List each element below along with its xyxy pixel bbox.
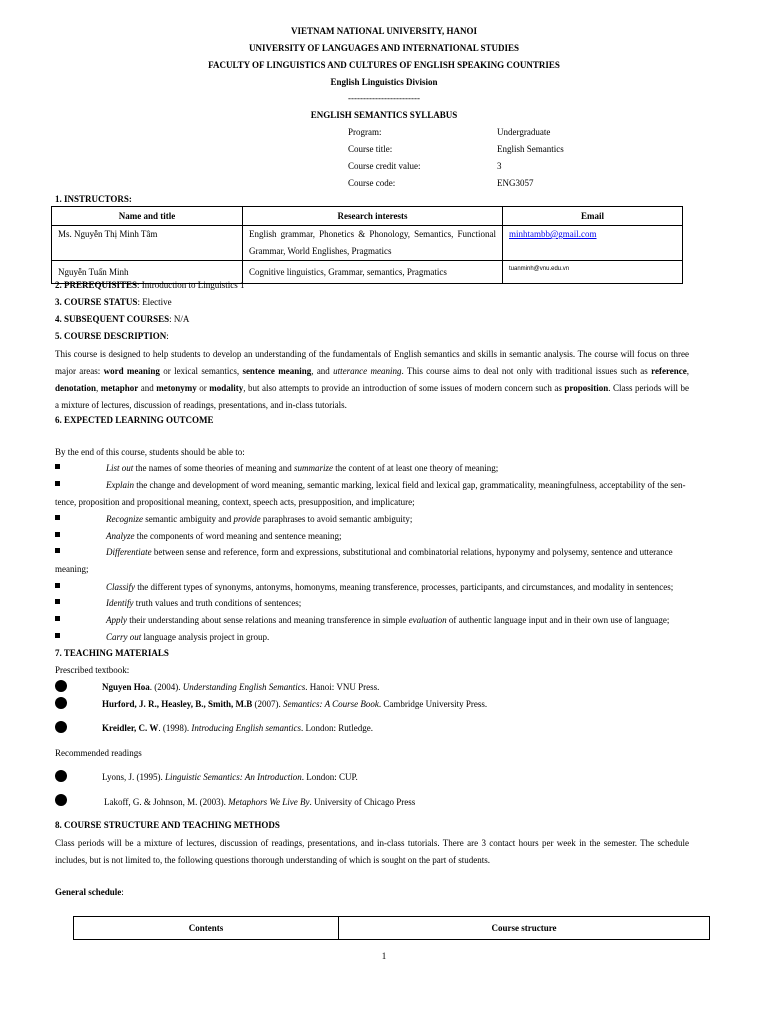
reference-item — [102, 772, 358, 782]
bullet-square-icon — [55, 616, 60, 621]
bullet-square-icon — [55, 532, 60, 537]
list-item — [55, 629, 689, 646]
outcome-text: semantic ambiguity and — [142, 514, 234, 524]
faculty-name: FACULTY OF LINGUISTICS AND CULTURES OF ENGLISH SPEAKING COUNTRIES — [208, 60, 560, 70]
outcomes-intro: By the end of this course, students should be able to: — [55, 447, 245, 457]
outcome-verb: Apply — [106, 615, 127, 625]
bullet-square-icon — [55, 583, 60, 588]
table-row — [52, 226, 683, 261]
outcome-text: language analysis project in group. — [141, 632, 270, 642]
bullet-dot-icon — [55, 770, 67, 782]
course-description — [55, 346, 689, 414]
outcome-text: between sense and reference, form and expressions, substitutional and combinatorial relations, hyponymy and polysemy, sentence and utterance — [151, 547, 673, 557]
course-info-label: Course code: — [348, 178, 396, 188]
instructors-table — [51, 206, 683, 284]
materials-heading: 7. TEACHING MATERIALS — [55, 648, 169, 658]
school-name: UNIVERSITY OF LANGUAGES AND INTERNATIONAL STUDIES — [249, 43, 519, 53]
reference-authors: Nguyen Hoa — [102, 682, 150, 692]
reference-year: . (1995). — [132, 772, 166, 782]
term-modality: modality — [209, 383, 244, 393]
reference-publisher: . Cambridge University Press. — [378, 699, 488, 709]
description-text: , and — [311, 366, 334, 376]
outcome-verb: evaluation — [408, 615, 447, 625]
reference-publisher: . Hanoi: VNU Press. — [305, 682, 380, 692]
list-item — [55, 579, 689, 596]
description-heading: 5. COURSE DESCRIPTION — [55, 331, 167, 341]
outcome-verb: List out — [106, 463, 134, 473]
schedule-label: General schedule — [55, 887, 122, 897]
prescribed-label: Prescribed textbook: — [55, 665, 130, 675]
syllabus-title: ENGLISH SEMANTICS SYLLABUS — [310, 110, 458, 120]
bullet-square-icon — [55, 515, 60, 520]
table-header: Name and title — [52, 207, 243, 226]
outcome-verb: Carry out — [106, 632, 142, 642]
course-info-label: Course credit value: — [348, 161, 421, 171]
reference-year: . (2003). — [195, 797, 229, 807]
description-text: or — [196, 383, 210, 393]
course-info-value: English Semantics — [497, 144, 564, 154]
reference-year: . (2004). — [149, 682, 183, 692]
bullet-square-icon — [55, 599, 60, 604]
reference-authors: Kreidler, C. W — [102, 723, 159, 733]
table-header: Email — [503, 207, 683, 226]
description-text: , — [686, 366, 690, 376]
reference-year: (2007). — [252, 699, 283, 709]
list-item — [55, 612, 689, 629]
instructor-email-link[interactable]: minhtambb@gmail.com — [509, 229, 597, 239]
reference-publisher: . London: Rutledge. — [301, 723, 374, 733]
instructor-interests: Cognitive linguistics, Grammar, semantics, Pragmatics — [243, 261, 503, 284]
description-colon: : — [166, 331, 169, 341]
description-heading-line — [55, 331, 169, 341]
reference-publisher: . University of Chicago Press — [309, 797, 416, 807]
instructor-interests: English grammar, Phonetics & Phonology, Semantics, Functional Grammar, World Englishes, Pragmatics — [243, 226, 503, 261]
recommended-label: Recommended readings — [55, 748, 142, 758]
outcome-text: the content of at least one theory of meaning; — [333, 463, 499, 473]
outcome-text: truth values and truth conditions of sentences; — [133, 598, 302, 608]
table-header: Contents — [74, 917, 339, 940]
outcome-text: the names of some theories of meaning and — [133, 463, 294, 473]
division-name: English Linguistics Division — [330, 77, 438, 87]
outcomes-heading: 6. EXPECTED LEARNING OUTCOME — [55, 415, 214, 425]
university-name: VIETNAM NATIONAL UNIVERSITY, HANOI — [290, 26, 478, 36]
list-item — [55, 595, 689, 612]
description-text: , but also attempts to provide an introduction of some issues of modern concern such as — [243, 383, 565, 393]
list-item — [55, 544, 689, 578]
outcome-text: tence, proposition and propositional meaning, context, speech acts, presupposition, and implicature; — [55, 497, 415, 507]
bullet-dot-icon — [55, 680, 67, 692]
course-info-value: 3 — [497, 161, 502, 171]
description-text: . Class periods will be a mixture of lectures, discussion of readings, presentations, and in-class tutorials. — [55, 383, 690, 410]
outcome-text: meaning; — [55, 564, 89, 574]
page-number: 1 — [381, 951, 387, 961]
outcome-verb: Analyze — [106, 531, 135, 541]
term-metaphor: metaphor — [100, 383, 139, 393]
reference-publisher: . London: CUP. — [301, 772, 358, 782]
general-schedule-table — [73, 916, 710, 940]
reference-title: Introducing English semantics — [191, 723, 302, 733]
course-status-line — [55, 297, 172, 307]
structure-heading: 8. COURSE STRUCTURE AND TEACHING METHODS — [55, 820, 280, 830]
prerequisites-label: 2. PREREQUISITES — [55, 280, 138, 290]
term-metonymy: metonymy — [156, 383, 197, 393]
header-separator: ------------------------ — [348, 93, 420, 103]
course-info-label: Course title: — [348, 144, 393, 154]
outcome-verb: Classify — [106, 582, 136, 592]
outcome-verb: Recognize — [106, 514, 143, 524]
description-text: . This course aims to deal not only with traditional issues such as — [401, 366, 652, 376]
reference-item — [102, 699, 487, 709]
description-text: and — [138, 383, 157, 393]
schedule-colon: : — [121, 887, 124, 897]
bullet-dot-icon — [55, 721, 67, 733]
prerequisites-value: : Introduction to Linguistics 1 — [137, 280, 245, 290]
outcome-text: of authentic language input and in their own use of language; — [446, 615, 670, 625]
instructor-email: tuanminh@vnu.edu.vn — [503, 261, 683, 284]
bullet-dot-icon — [55, 794, 67, 806]
outcome-text: their understanding about sense relations and meaning transference in simple — [127, 615, 409, 625]
reference-authors: Lyons, J — [102, 772, 133, 782]
outcome-verb: Explain — [106, 480, 134, 490]
bullet-square-icon — [55, 464, 60, 469]
instructor-name: Ms. Nguyễn Thị Minh Tâm — [52, 226, 243, 261]
reference-authors: Hurford, J. R., Heasley, B., Smith, M.B — [102, 699, 253, 709]
structure-text: Class periods will be a mixture of lectures, discussion of readings, presentations, and in-class tutorials. There are 3 contact hours per week in the semester. The schedule includes, but is not limited to, the following questions thorough understanding of which is sought on the part of students. — [55, 838, 689, 865]
outcome-verb: summarize — [293, 463, 333, 473]
term-proposition: proposition — [564, 383, 609, 393]
term-word-meaning: word meaning — [103, 366, 160, 376]
instructor-name: Nguyễn Tuấn Minh — [52, 261, 243, 284]
schedule-label-line — [55, 887, 124, 897]
instructors-heading: 1. INSTRUCTORS: — [55, 194, 132, 204]
list-item — [55, 528, 689, 545]
prerequisites-line — [55, 280, 245, 290]
outcome-text: the components of word meaning and sentence meaning; — [134, 531, 342, 541]
description-text: or lexical semantics, — [159, 366, 243, 376]
subsequent-courses-value: : N/A — [169, 314, 190, 324]
reference-item — [102, 682, 379, 692]
outcome-text: paraphrases to avoid semantic ambiguity; — [260, 514, 413, 524]
description-text: This course is designed to help students to develop an understanding of the fundamentals of English semantics and skills in semantic analysis. The course will focus on three major areas: — [55, 349, 689, 376]
course-info-value: Undergraduate — [497, 127, 551, 137]
table-header: Course structure — [339, 917, 710, 940]
subsequent-courses-label: 4. SUBSEQUENT COURSES — [55, 314, 170, 324]
subsequent-courses-line — [55, 314, 189, 324]
outcome-verb: Identify — [106, 598, 134, 608]
reference-item — [104, 797, 415, 807]
bullet-square-icon — [55, 548, 60, 553]
reference-year: . (1998). — [158, 723, 192, 733]
course-info-value: ENG3057 — [497, 178, 534, 188]
reference-authors: Lakoff, G. & Johnson, M — [104, 797, 196, 807]
outcome-text: the different types of synonyms, antonyms, homonyms, meaning transference, processes, participants, and circumstances, and modality in sentences; — [135, 582, 674, 592]
outcome-verb: Differentiate — [106, 547, 152, 557]
outcome-verb: provide — [233, 514, 261, 524]
outcome-text: the change and development of word meaning, semantic marking, lexical field and lexical gap, grammaticality, meaningfulness, acceptability of the sen- — [134, 480, 686, 490]
course-status-label: 3. COURSE STATUS — [55, 297, 138, 307]
list-item — [55, 460, 689, 477]
list-item — [55, 511, 689, 528]
bullet-square-icon — [55, 633, 60, 638]
table-header: Research interests — [243, 207, 503, 226]
bullet-dot-icon — [55, 697, 67, 709]
reference-item — [102, 723, 373, 733]
list-item — [55, 477, 689, 511]
reference-title: Metaphors We Live By — [228, 797, 310, 807]
term-utterance-meaning: utterance meaning — [333, 366, 402, 376]
reference-title: Understanding English Semantics — [182, 682, 306, 692]
course-status-value: : Elective — [137, 297, 172, 307]
term-reference: reference — [651, 366, 687, 376]
term-sentence-meaning: sentence meaning — [242, 366, 312, 376]
description-text: , — [96, 383, 101, 393]
reference-title: Linguistic Semantics: An Introduction — [165, 772, 302, 782]
reference-title: Semantics: A Course Book — [283, 699, 379, 709]
course-info-label: Program: — [348, 127, 382, 137]
bullet-square-icon — [55, 481, 60, 486]
term-denotation: denotation — [55, 383, 97, 393]
